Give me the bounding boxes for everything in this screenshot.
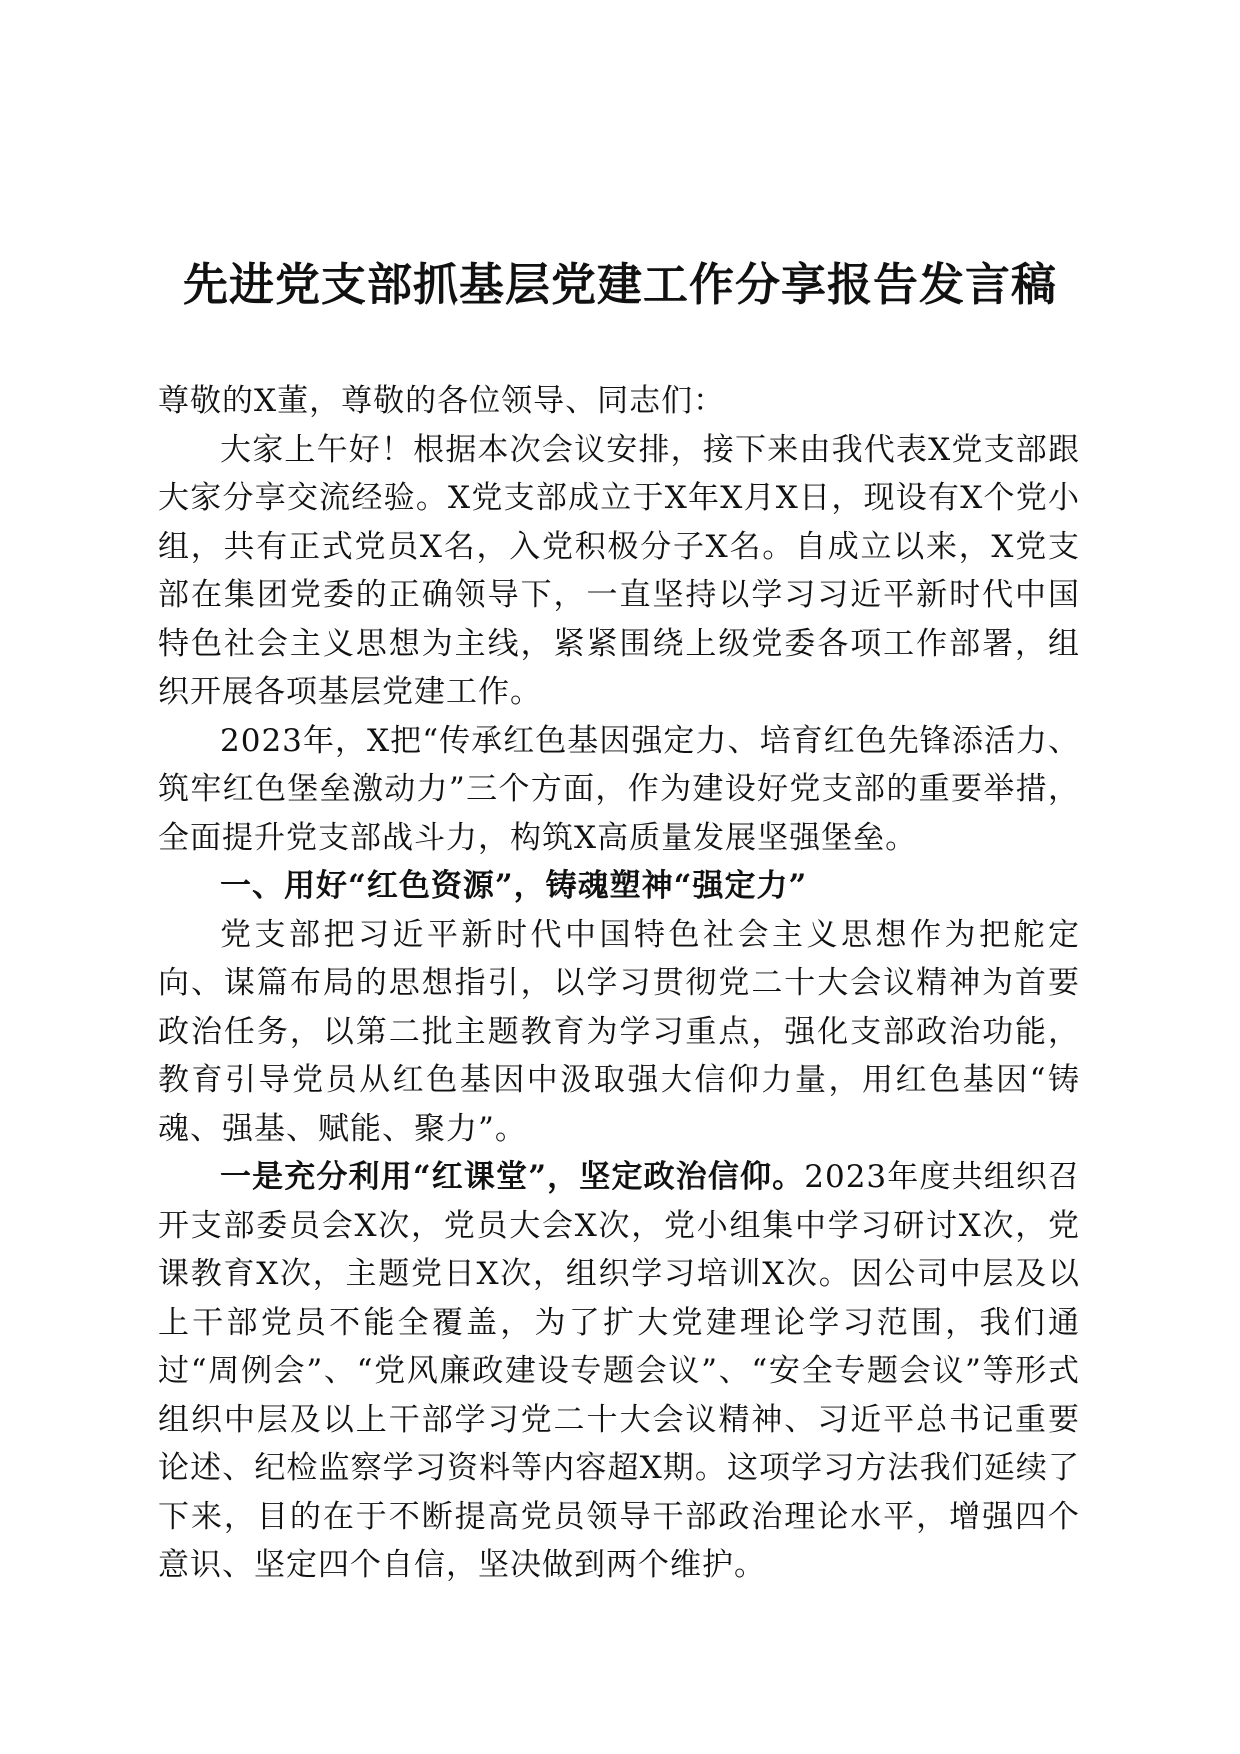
salutation: 尊敬的X董，尊敬的各位领导、同志们：	[158, 383, 726, 419]
paragraph-intro: 大家上午好！根据本次会议安排，接下来由我代表X党支部跟大家分享交流经验。X党支部成立于X年X月X日，现设有X个党小组，共有正式党员X名，入党积极分子X名。自成立以来，X党支部在集团党委的正确领导下，一直坚持以学习习近平新时代中国特色社会主义思想为主线，紧紧围绕上级党委各项工作部署，组织开展各项基层党建工作。	[158, 431, 1080, 710]
paragraph-red-classroom	[158, 1153, 1080, 1590]
paragraph-section-1: 党支部把习近平新时代中国特色社会主义思想作为把舵定向、谋篇布局的思想指引，以学习贯彻党二十大会议精神为首要政治任务，以第二批主题教育为学习重点，强化支部政治功能，教育引导党员从红色基因中汲取强大信仰力量，用红色基因“铸魂、强基、赋能、聚力”。	[158, 916, 1080, 1147]
document-title: 先进党支部抓基层党建工作分享报告发言稿	[182, 258, 1057, 311]
paragraph-2023-plan: 2023年，X把“传承红色基因强定力、培育红色先锋添活力、筑牢红色堡垒激动力”三个方面，作为建设好党支部的重要举措，全面提升党支部战斗力，构筑X高质量发展坚强堡垒。	[158, 722, 1080, 856]
paragraph-lead-text: 一是充分利用“红课堂”，坚定政治信仰。	[220, 1159, 805, 1195]
paragraph-body-text: 2023年度共组织召开支部委员会X次，党员大会X次，党小组集中学习研讨X次，党课教育X次，主题党日X次，组织学习培训X次。因公司中层及以上干部党员不能全覆盖，为了扩大党建理论学习范围，我们通过“周例会”、“党风廉政建设专题会议”、“安全专题会议”等形式组织中层及以上干部学习党二十大会议精神、习近平总书记重要论述、纪检监察学习资料等内容超X期。这项学习方法我们延续了下来，目的在于不断提高党员领导干部政治理论水平，增强四个意识、坚定四个自信，坚决做到两个维护。	[158, 1159, 1080, 1583]
document-body	[158, 377, 1080, 1590]
section-heading-1: 一、用好“红色资源”，铸魂塑神“强定力”	[220, 868, 808, 904]
